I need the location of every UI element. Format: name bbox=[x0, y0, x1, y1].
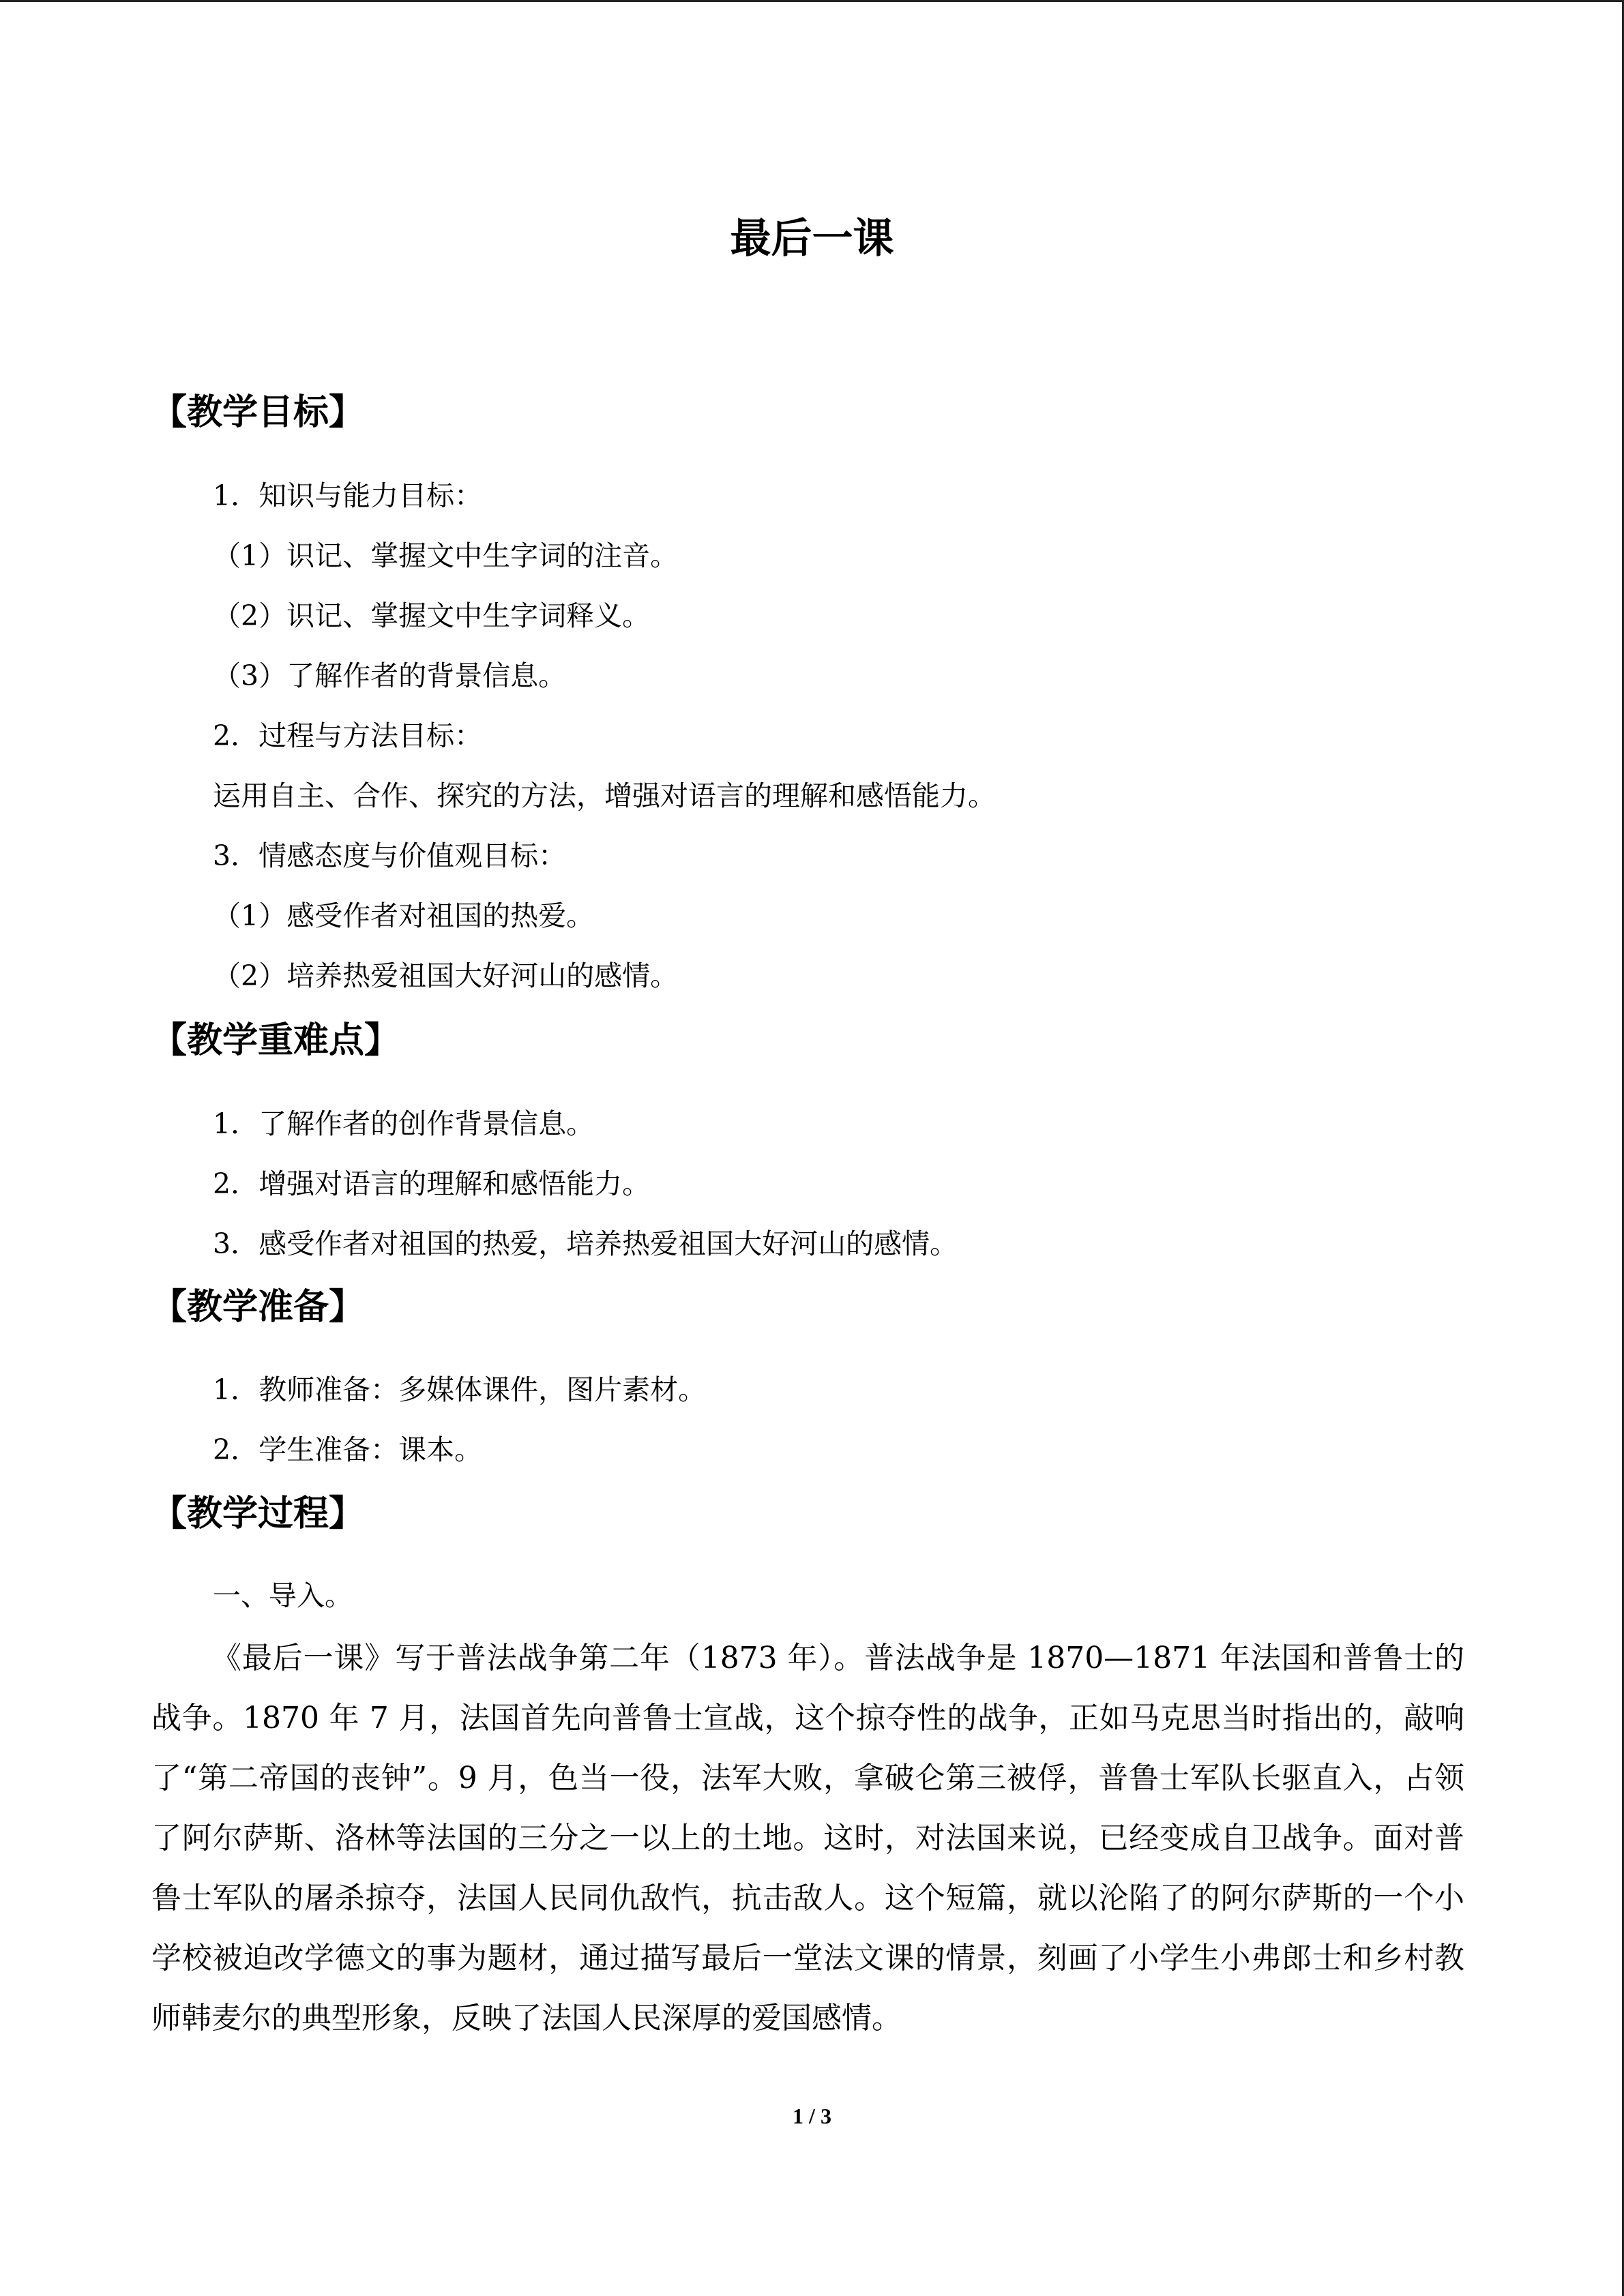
objective-line: 2．过程与方法目标： bbox=[213, 719, 483, 752]
heading-key-points: 【教学重难点】 bbox=[151, 1020, 400, 1061]
document-title: 最后一课 bbox=[730, 215, 894, 263]
key-point-line: 2．增强对语言的理解和感悟能力。 bbox=[213, 1167, 651, 1200]
heading-preparation: 【教学准备】 bbox=[151, 1287, 365, 1328]
heading-process: 【教学过程】 bbox=[151, 1493, 365, 1534]
heading-objectives: 【教学目标】 bbox=[151, 392, 365, 433]
page-number: 1 / 3 bbox=[793, 2104, 831, 2128]
objective-line: 1．知识与能力目标： bbox=[213, 479, 483, 512]
process-intro-paragraph: 《最后一课》写于普法战争第二年（1873 年）。普法战争是 1870—1871 年法国和普鲁士的战争。1870 年 7 月，法国首先向普鲁士宣战，这个掠夺性的战争，正如马克思当时指出的，敲响了“第二帝国的丧钟”。9 月，色当一役，法军大败，拿破仑第三被俘，普鲁士军队长驱直入，占领了阿尔萨斯、洛林等法国的三分之一以上的土地。这时，对法国来说，已经变成自卫战争。面对普鲁士军队的屠杀掠夺，法国人民同仇敌忾，抗击敌人。这个短篇，就以沦陷了的阿尔萨斯的一个小学校被迫改学德文的事为题材，通过描写最后一堂法文课的情景，刻画了小学生小弗郎士和乡村教师韩麦尔的典型形象，反映了法国人民深厚的爱国感情。 bbox=[151, 1641, 1464, 2036]
objective-line: 3．情感态度与价值观目标： bbox=[213, 839, 567, 872]
objective-line: （2）培养热爱祖国大好河山的感情。 bbox=[213, 959, 679, 992]
objective-line: （3）了解作者的背景信息。 bbox=[213, 659, 567, 692]
process-intro-label: 一、导入。 bbox=[213, 1579, 353, 1612]
page-border-top bbox=[0, 0, 1624, 2]
objective-line: （1）感受作者对祖国的热爱。 bbox=[213, 899, 595, 932]
objective-line: （2）识记、掌握文中生字词释义。 bbox=[213, 599, 651, 632]
objective-line: （1）识记、掌握文中生字词的注音。 bbox=[213, 539, 679, 572]
preparation-line: 1．教师准备：多媒体课件，图片素材。 bbox=[213, 1373, 707, 1406]
key-point-line: 1．了解作者的创作背景信息。 bbox=[213, 1107, 595, 1140]
objective-line: 运用自主、合作、探究的方法，增强对语言的理解和感悟能力。 bbox=[213, 779, 996, 812]
preparation-line: 2．学生准备：课本。 bbox=[213, 1433, 483, 1466]
key-point-line: 3．感受作者对祖国的热爱，培养热爱祖国大好河山的感情。 bbox=[213, 1227, 958, 1260]
